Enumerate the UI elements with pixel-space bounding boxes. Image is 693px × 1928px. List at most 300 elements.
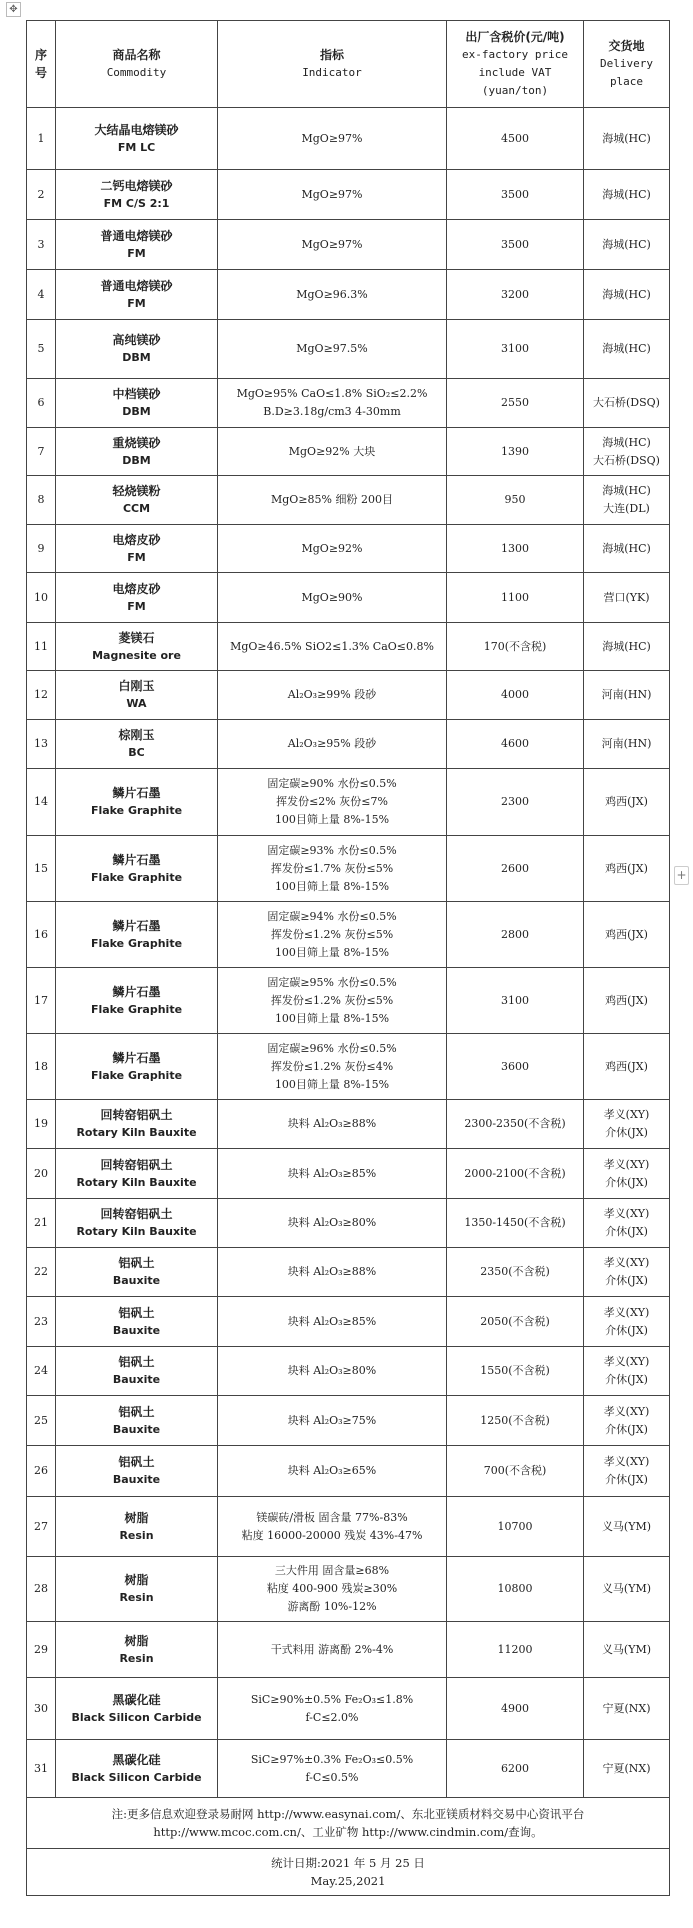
delivery-place: 孝义(XY) <box>603 1404 650 1418</box>
indicator-line: 挥发份≤2% 灰份≤7% <box>276 795 388 808</box>
row-number: 3 <box>27 220 56 270</box>
commodity-name-en: Rotary Kiln Bauxite <box>76 1225 197 1238</box>
commodity-name-en: Flake Graphite <box>90 936 183 950</box>
table-row <box>27 968 670 1034</box>
commodity-name-en: Resin <box>119 1528 154 1542</box>
commodity-cell <box>56 902 218 968</box>
delivery-place-cell <box>584 270 670 320</box>
commodity-cell <box>56 1622 218 1678</box>
delivery-place-cell <box>584 1678 670 1740</box>
indicator-cell <box>218 1740 447 1798</box>
commodity-name-cn: 鳞片石墨 <box>112 852 161 867</box>
indicator-cell <box>218 623 447 671</box>
commodity-name-cn: 棕刚玉 <box>118 728 155 742</box>
price-cell: 3500 <box>447 220 584 270</box>
delivery-place: 营口(YK) <box>603 590 650 604</box>
indicator-line: MgO≥90% <box>301 590 363 604</box>
indicator-line: 挥发份≤1.2% 灰份≤4% <box>270 1059 394 1073</box>
commodity-name-en: Resin <box>119 1591 154 1604</box>
commodity-name-en: WA <box>126 697 147 710</box>
indicator-cell <box>218 1622 447 1678</box>
commodity-name-en: Black Silicon Carbide <box>71 1710 202 1724</box>
delivery-place: 大石桥(DSQ) <box>593 453 660 467</box>
indicator-cell <box>218 1497 447 1557</box>
indicator-cell <box>218 1347 447 1396</box>
indicator-line: 块料 Al₂O₃≥75% <box>287 1413 377 1427</box>
commodity-name-en: Black Silicon Carbide <box>71 1770 202 1784</box>
price-cell: 950 <box>447 476 584 525</box>
note-row <box>27 1798 670 1849</box>
delivery-place-cell <box>584 1248 670 1297</box>
commodity-cell <box>56 1149 218 1199</box>
price-cell: 3200 <box>447 270 584 320</box>
row-number: 1 <box>27 108 56 170</box>
commodity-name-en: Rotary Kiln Bauxite <box>76 1175 197 1189</box>
table-row <box>27 1199 670 1248</box>
table-row <box>27 379 670 428</box>
delivery-place-cell <box>584 1497 670 1557</box>
commodity-name-cn: 轻烧镁粉 <box>112 484 161 498</box>
delivery-place: 大石桥(DSQ) <box>593 396 660 409</box>
commodity-name-en: Bauxite <box>112 1473 161 1486</box>
commodity-name-cn: 黑碳化硅 <box>112 1752 161 1767</box>
indicator-line: 干式料用 游离酚 2%-4% <box>270 1642 394 1656</box>
indicator-line: MgO≥95% CaO≤1.8% SiO₂≤2.2% <box>236 387 428 400</box>
price-cell: 10800 <box>447 1557 584 1622</box>
indicator-line: 100目筛上量 8%-15% <box>274 945 390 959</box>
row-number: 27 <box>27 1497 56 1557</box>
price-cell: 2300 <box>447 769 584 836</box>
commodity-cell <box>56 220 218 270</box>
table-body <box>27 108 670 1798</box>
row-number: 6 <box>27 379 56 428</box>
price-cell: 2000-2100(不含税) <box>447 1149 584 1199</box>
table-row <box>27 836 670 902</box>
commodity-name-cn: 鳞片石墨 <box>112 918 161 933</box>
indicator-line: 块料 Al₂O₃≥80% <box>287 1364 377 1377</box>
commodity-name-en: Rotary Kiln Bauxite <box>76 1126 197 1139</box>
commodity-name-cn: 普通电熔镁砂 <box>100 228 173 243</box>
commodity-cell <box>56 1034 218 1100</box>
commodity-name-en: Flake Graphite <box>90 1068 183 1082</box>
commodity-name-cn: 回转窑铝矾土 <box>100 1108 173 1122</box>
commodity-name-en: Magnesite ore <box>92 648 181 662</box>
delivery-place-cell <box>584 1100 670 1149</box>
commodity-name-cn: 普通电熔镁砂 <box>100 278 173 293</box>
add-column-icon[interactable]: + <box>674 866 689 885</box>
commodity-name-en: DBM <box>122 405 151 418</box>
table-row <box>27 476 670 525</box>
table-row <box>27 902 670 968</box>
commodity-name-cn: 鳞片石墨 <box>112 786 161 800</box>
delivery-place-cell <box>584 671 670 720</box>
indicator-cell <box>218 428 447 476</box>
indicator-line: MgO≥96.3% <box>296 287 368 301</box>
indicator-line: MgO≥85% 细粉 200目 <box>271 493 393 506</box>
indicator-line: 块料 Al₂O₃≥85% <box>287 1314 377 1328</box>
table-row <box>27 1100 670 1149</box>
delivery-place-cell <box>584 1622 670 1678</box>
delivery-place: 海城(HC) <box>602 541 651 555</box>
table-row <box>27 769 670 836</box>
indicator-line: 块料 Al₂O₃≥80% <box>287 1216 377 1229</box>
indicator-line: B.D≥3.18g/cm3 4-30mm <box>263 405 401 418</box>
delivery-place: 海城(HC) <box>602 435 651 449</box>
header-price: 出厂含税价(元/吨) ex-factory price include VAT (yuan/ton) <box>447 21 584 108</box>
table-row <box>27 1347 670 1396</box>
commodity-name-cn: 鳞片石墨 <box>112 1050 161 1065</box>
table-row <box>27 170 670 220</box>
date-en: May.25,2021 <box>310 1874 386 1888</box>
commodity-cell <box>56 270 218 320</box>
delivery-place: 海城(HC) <box>602 342 651 355</box>
commodity-name-cn: 中档镁砂 <box>112 387 161 401</box>
commodity-cell <box>56 1396 218 1446</box>
row-number: 28 <box>27 1557 56 1622</box>
commodity-name-cn: 铝矾土 <box>118 1404 155 1419</box>
price-cell: 2600 <box>447 836 584 902</box>
commodity-cell <box>56 671 218 720</box>
table-row <box>27 320 670 379</box>
table-row <box>27 428 670 476</box>
indicator-line: 游离酚 10%-12% <box>287 1600 377 1613</box>
delivery-place-cell <box>584 525 670 573</box>
commodity-cell <box>56 1199 218 1248</box>
indicator-cell <box>218 720 447 769</box>
indicator-cell <box>218 379 447 428</box>
delivery-place: 海城(HC) <box>602 639 651 653</box>
table-row <box>27 1248 670 1297</box>
header-no: 序 号 <box>27 21 56 108</box>
table-row <box>27 1678 670 1740</box>
commodity-name-cn: 菱镁石 <box>118 630 155 645</box>
delivery-place-cell <box>584 220 670 270</box>
header-row <box>27 21 670 108</box>
delivery-place: 介休(JX) <box>605 1274 648 1287</box>
price-cell: 3600 <box>447 1034 584 1100</box>
commodity-cell <box>56 1740 218 1798</box>
row-number: 13 <box>27 720 56 769</box>
row-number: 5 <box>27 320 56 379</box>
delivery-place-cell <box>584 1149 670 1199</box>
date-cn: 统计日期:2021 年 5 月 25 日 <box>271 1856 425 1870</box>
commodity-cell <box>56 1100 218 1149</box>
row-number: 15 <box>27 836 56 902</box>
price-cell: 1300 <box>447 525 584 573</box>
delivery-place: 介休(JX) <box>605 1175 648 1189</box>
row-number: 25 <box>27 1396 56 1446</box>
price-cell: 1100 <box>447 573 584 623</box>
indicator-line: MgO≥97% <box>301 237 363 251</box>
delivery-place: 义马(YM) <box>601 1642 652 1656</box>
indicator-line: 块料 Al₂O₃≥85% <box>287 1166 377 1180</box>
indicator-cell <box>218 968 447 1034</box>
delivery-place-cell <box>584 1557 670 1622</box>
commodity-name-cn: 铝矾土 <box>118 1355 155 1369</box>
date-cell <box>27 1849 670 1896</box>
delivery-place: 孝义(XY) <box>603 1355 650 1368</box>
commodity-name-cn: 黑碳化硅 <box>112 1692 161 1707</box>
indicator-line: f-C≤0.5% <box>305 1770 359 1784</box>
delivery-place-cell <box>584 428 670 476</box>
table-row <box>27 1149 670 1199</box>
commodity-name-en: Bauxite <box>112 1323 161 1337</box>
delivery-place: 河南(HN) <box>601 737 652 750</box>
delivery-place-cell <box>584 720 670 769</box>
indicator-cell <box>218 1297 447 1347</box>
indicator-line: f-C≤2.0% <box>305 1710 359 1724</box>
indicator-line: 块料 Al₂O₃≥65% <box>287 1464 377 1477</box>
commodity-cell <box>56 720 218 769</box>
table-row <box>27 1497 670 1557</box>
indicator-line: MgO≥92% <box>301 541 363 555</box>
delivery-place-cell <box>584 623 670 671</box>
indicator-cell <box>218 476 447 525</box>
indicator-cell <box>218 1557 447 1622</box>
indicator-cell <box>218 769 447 836</box>
commodity-name-en: FM <box>127 550 146 564</box>
delivery-place-cell <box>584 320 670 379</box>
commodity-name-en: Bauxite <box>112 1422 161 1436</box>
commodity-cell <box>56 476 218 525</box>
commodity-cell <box>56 525 218 573</box>
delivery-place-cell <box>584 902 670 968</box>
price-cell: 6200 <box>447 1740 584 1798</box>
indicator-line: 挥发份≤1.7% 灰份≤5% <box>270 861 394 875</box>
price-cell: 2350(不含税) <box>447 1248 584 1297</box>
indicator-line: SiC≥90%±0.5% Fe₂O₃≤1.8% <box>250 1692 414 1706</box>
commodity-name-en: Flake Graphite <box>90 804 183 817</box>
commodity-cell <box>56 379 218 428</box>
delivery-place: 宁夏(NX) <box>602 1701 651 1715</box>
commodity-name-en: DBM <box>122 453 151 467</box>
table-move-handle-icon[interactable]: ✥ <box>6 2 21 17</box>
price-table <box>26 20 670 1896</box>
commodity-cell <box>56 836 218 902</box>
indicator-cell <box>218 525 447 573</box>
delivery-place: 鸡西(JX) <box>605 1059 648 1073</box>
delivery-place: 海城(HC) <box>602 187 651 201</box>
row-number: 30 <box>27 1678 56 1740</box>
delivery-place-cell <box>584 108 670 170</box>
delivery-place: 义马(YM) <box>601 1519 652 1533</box>
indicator-cell <box>218 1199 447 1248</box>
delivery-place: 海城(HC) <box>602 131 651 145</box>
price-cell: 1550(不含税) <box>447 1347 584 1396</box>
commodity-cell <box>56 968 218 1034</box>
commodity-cell <box>56 623 218 671</box>
row-number: 29 <box>27 1622 56 1678</box>
table-row <box>27 1740 670 1798</box>
delivery-place-cell <box>584 769 670 836</box>
indicator-line: MgO≥97% <box>301 131 363 145</box>
commodity-cell <box>56 170 218 220</box>
row-number: 10 <box>27 573 56 623</box>
row-number: 31 <box>27 1740 56 1798</box>
delivery-place-cell <box>584 476 670 525</box>
commodity-cell <box>56 108 218 170</box>
delivery-place: 介休(JX) <box>605 1422 648 1436</box>
commodity-name-en: Bauxite <box>112 1274 161 1287</box>
commodity-cell <box>56 769 218 836</box>
indicator-line: 挥发份≤1.2% 灰份≤5% <box>270 993 394 1007</box>
indicator-cell <box>218 1446 447 1497</box>
table-row <box>27 108 670 170</box>
delivery-place-cell <box>584 379 670 428</box>
indicator-line: 固定碳≥90% 水份≤0.5% <box>267 777 397 790</box>
commodity-name-cn: 二钙电熔镁砂 <box>100 178 173 193</box>
price-cell: 3100 <box>447 968 584 1034</box>
price-cell: 2800 <box>447 902 584 968</box>
indicator-line: 固定碳≥93% 水份≤0.5% <box>267 843 397 857</box>
price-cell: 1390 <box>447 428 584 476</box>
commodity-name-cn: 大结晶电熔镁砂 <box>94 122 179 137</box>
indicator-line: MgO≥97.5% <box>296 342 368 355</box>
delivery-place-cell <box>584 1199 670 1248</box>
indicator-cell <box>218 1248 447 1297</box>
commodity-name-cn: 铝矾土 <box>118 1305 155 1320</box>
delivery-place: 介休(JX) <box>605 1323 648 1337</box>
indicator-line: 挥发份≤1.2% 灰份≤5% <box>270 927 394 941</box>
table-row <box>27 1446 670 1497</box>
delivery-place-cell <box>584 836 670 902</box>
price-cell: 1250(不含税) <box>447 1396 584 1446</box>
delivery-place-cell <box>584 1297 670 1347</box>
indicator-cell <box>218 1034 447 1100</box>
delivery-place-cell <box>584 1396 670 1446</box>
row-number: 7 <box>27 428 56 476</box>
indicator-line: 100目筛上量 8%-15% <box>274 813 390 826</box>
delivery-place: 河南(HN) <box>601 688 652 701</box>
table-row <box>27 1557 670 1622</box>
commodity-name-cn: 白刚玉 <box>118 679 155 693</box>
delivery-place: 海城(HC) <box>602 287 651 301</box>
table-row <box>27 220 670 270</box>
commodity-name-en: CCM <box>122 502 151 515</box>
delivery-place: 孝义(XY) <box>603 1305 650 1319</box>
commodity-name-en: Resin <box>119 1651 154 1665</box>
indicator-cell <box>218 220 447 270</box>
delivery-place: 海城(HC) <box>602 237 651 251</box>
indicator-line: MgO≥97% <box>301 187 363 201</box>
row-number: 24 <box>27 1347 56 1396</box>
commodity-name-cn: 电熔皮砂 <box>112 581 161 596</box>
indicator-line: Al₂O₃≥95% 段砂 <box>287 737 377 750</box>
row-number: 8 <box>27 476 56 525</box>
row-number: 17 <box>27 968 56 1034</box>
delivery-place-cell <box>584 968 670 1034</box>
indicator-cell <box>218 573 447 623</box>
price-cell: 10700 <box>447 1497 584 1557</box>
commodity-name-en: Flake Graphite <box>90 870 183 884</box>
commodity-name-en: Flake Graphite <box>90 1002 183 1016</box>
commodity-cell <box>56 1297 218 1347</box>
commodity-cell <box>56 428 218 476</box>
delivery-place: 介休(JX) <box>605 1225 648 1238</box>
commodity-name-en: FM LC <box>117 140 156 154</box>
indicator-line: 块料 Al₂O₃≥88% <box>287 1117 377 1130</box>
indicator-line: 100目筛上量 8%-15% <box>274 1077 390 1091</box>
delivery-place-cell <box>584 1446 670 1497</box>
row-number: 18 <box>27 1034 56 1100</box>
indicator-cell <box>218 836 447 902</box>
commodity-cell <box>56 320 218 379</box>
delivery-place: 义马(YM) <box>601 1582 652 1595</box>
delivery-place: 宁夏(NX) <box>602 1761 651 1775</box>
row-number: 16 <box>27 902 56 968</box>
indicator-cell <box>218 1100 447 1149</box>
commodity-name-en: FM <box>127 296 146 310</box>
header-place: 交货地 Delivery place <box>584 21 670 108</box>
row-number: 9 <box>27 525 56 573</box>
table-row <box>27 573 670 623</box>
commodity-cell <box>56 1557 218 1622</box>
indicator-cell <box>218 108 447 170</box>
commodity-name-cn: 铝矾土 <box>118 1256 155 1270</box>
table-row <box>27 671 670 720</box>
row-number: 20 <box>27 1149 56 1199</box>
commodity-name-en: FM <box>127 599 146 613</box>
delivery-place: 孝义(XY) <box>603 1207 650 1220</box>
indicator-line: 粘度 400-900 残炭≥30% <box>266 1582 398 1595</box>
delivery-place: 孝义(XY) <box>603 1157 650 1171</box>
indicator-line: 镁碳砖/滑板 固含量 77%-83% <box>256 1510 408 1524</box>
indicator-cell <box>218 1396 447 1446</box>
indicator-cell <box>218 1678 447 1740</box>
commodity-cell <box>56 1497 218 1557</box>
delivery-place-cell <box>584 1740 670 1798</box>
delivery-place: 介休(JX) <box>605 1473 648 1486</box>
price-cell: 4000 <box>447 671 584 720</box>
row-number: 4 <box>27 270 56 320</box>
header-indicator: 指标 Indicator <box>218 21 447 108</box>
table-row <box>27 720 670 769</box>
row-number: 19 <box>27 1100 56 1149</box>
indicator-cell <box>218 270 447 320</box>
delivery-place: 鸡西(JX) <box>605 795 648 808</box>
price-cell: 11200 <box>447 1622 584 1678</box>
indicator-line: Al₂O₃≥99% 段砂 <box>287 688 377 701</box>
delivery-place: 海城(HC) <box>602 484 651 497</box>
commodity-name-cn: 回转窑铝矾土 <box>100 1157 173 1172</box>
note-line-1: 注:更多信息欢迎登录易耐网 http://www.easynai.com/、东北亚镁质材料交易中心资讯平台 <box>111 1807 585 1821</box>
indicator-cell <box>218 170 447 220</box>
row-number: 12 <box>27 671 56 720</box>
delivery-place-cell <box>584 1034 670 1100</box>
indicator-line: 固定碳≥95% 水份≤0.5% <box>267 975 397 989</box>
commodity-cell <box>56 573 218 623</box>
commodity-name-cn: 回转窑铝矾土 <box>100 1207 173 1221</box>
commodity-name-cn: 鳞片石墨 <box>112 984 161 999</box>
indicator-line: 三大件用 固含量≥68% <box>274 1564 390 1577</box>
delivery-place-cell <box>584 573 670 623</box>
delivery-place: 孝义(XY) <box>603 1256 650 1269</box>
note-line-2: http://www.mcoc.com.cn/、工业矿物 http://www.cindmin.com/查询。 <box>153 1825 543 1839</box>
row-number: 21 <box>27 1199 56 1248</box>
commodity-name-en: DBM <box>122 351 151 364</box>
row-number: 14 <box>27 769 56 836</box>
table-row <box>27 1396 670 1446</box>
commodity-name-en: FM C/S 2:1 <box>103 196 170 210</box>
delivery-place: 孝义(XY) <box>603 1108 650 1121</box>
row-number: 23 <box>27 1297 56 1347</box>
delivery-place: 大连(DL) <box>603 502 650 515</box>
commodity-name-cn: 铝矾土 <box>118 1455 155 1469</box>
price-cell: 170(不含税) <box>447 623 584 671</box>
table-row <box>27 1034 670 1100</box>
delivery-place: 鸡西(JX) <box>605 861 648 875</box>
indicator-line: MgO≥92% 大块 <box>288 444 376 458</box>
